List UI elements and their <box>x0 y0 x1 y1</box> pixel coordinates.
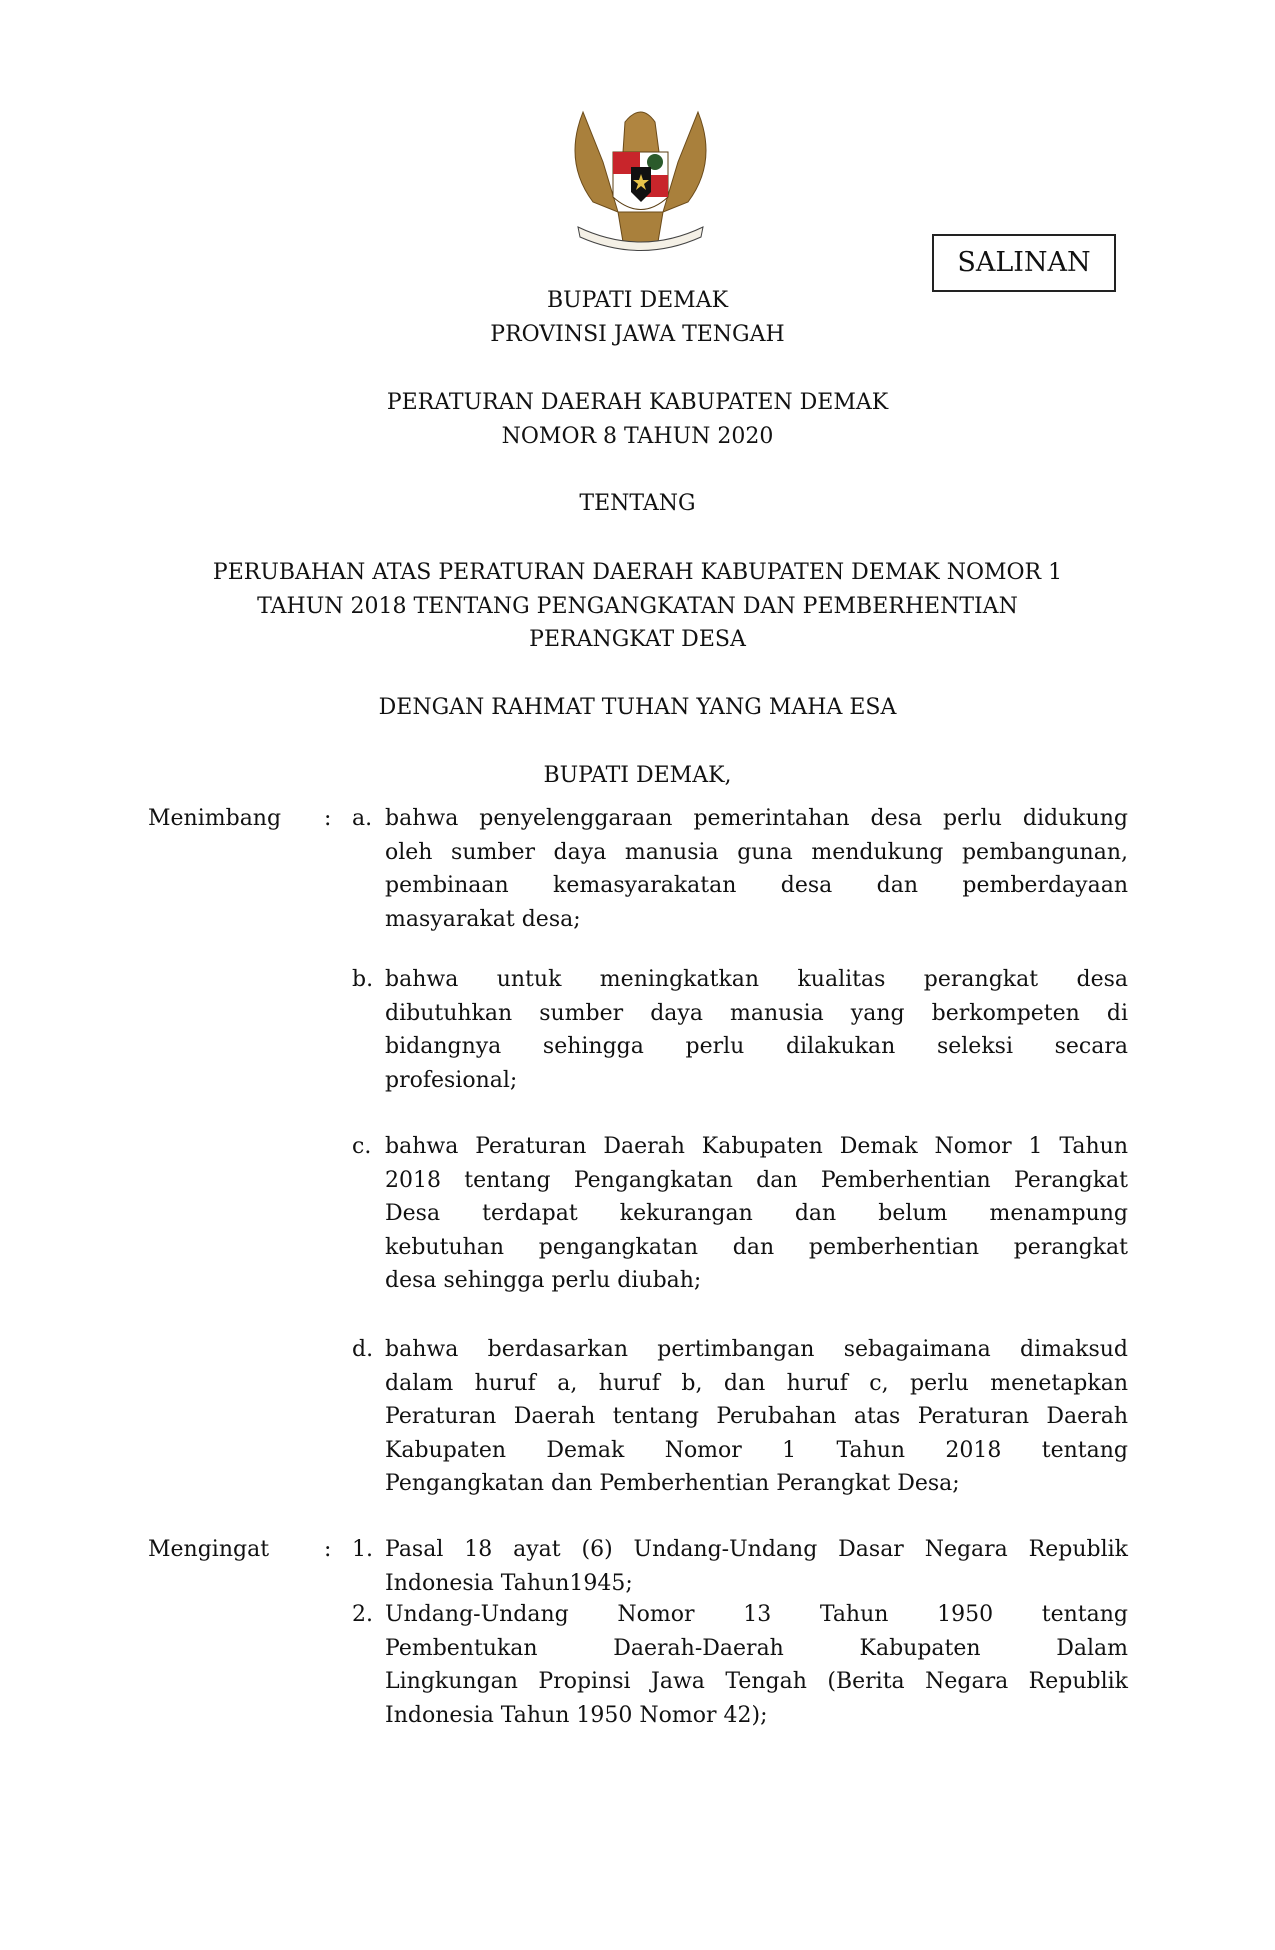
text-line: kebutuhan pengangkatan dan pemberhentian perangkat <box>385 1234 1128 1260</box>
text-line: Indonesia Tahun 1950 Nomor 42); <box>385 1702 768 1728</box>
text-line: Kabupaten Demak Nomor 1 Tahun 2018 tentang <box>385 1437 1128 1463</box>
text-line: Peraturan Daerah tentang Perubahan atas Peraturan Daerah <box>385 1404 1128 1430</box>
item-marker: a. <box>352 806 373 831</box>
header-line: PROVINSI JAWA TENGAH <box>490 321 785 347</box>
text-line: bahwa Peraturan Daerah Kabupaten Demak Nomor 1 Tahun <box>385 1134 1128 1159</box>
text-line: desa sehingga perlu diubah; <box>385 1268 702 1294</box>
menimbang-label: Menimbang <box>148 806 282 831</box>
text-line: masyarakat desa; <box>385 906 581 932</box>
text-line: Desa terdapat kekurangan dan belum menampung <box>385 1201 1128 1227</box>
text-line: pembinaan kemasyarakatan desa dan pemberdayaan <box>385 873 1128 899</box>
regulation-number: NOMOR 8 TAHUN 2020 <box>501 423 774 449</box>
salinan-stamp: SALINAN <box>932 234 1116 292</box>
item-text <box>385 1533 1128 1600</box>
header-line: BUPATI DEMAK <box>546 288 729 313</box>
subject-line: PERUBAHAN ATAS PERATURAN DAERAH KABUPATEN DEMAK NOMOR 1 <box>212 560 1063 585</box>
text-line: oleh sumber daya manusia guna mendukung pembangunan, <box>385 839 1128 865</box>
text-line: bahwa untuk meningkatkan kualitas perangkat desa <box>385 967 1128 992</box>
item-marker: b. <box>352 967 374 992</box>
subject-line: PERANGKAT DESA <box>529 627 746 653</box>
item-marker: 2. <box>352 1602 373 1627</box>
mengingat-colon: : <box>324 1537 332 1562</box>
subject-line: TAHUN 2018 TENTANG PENGANGKATAN DAN PEMBERHENTIAN <box>257 593 1018 619</box>
text-line: 2018 tentang Pengangkatan dan Pemberhentian Perangkat <box>385 1167 1128 1193</box>
text-line: bahwa penyelenggaraan pemerintahan desa perlu didukung <box>385 806 1128 831</box>
header-block <box>0 284 1275 351</box>
text-line: Pasal 18 ayat (6) Undang-Undang Dasar Negara Republik <box>385 1537 1128 1562</box>
text-line: Undang-Undang Nomor 13 Tahun 1950 tentang <box>385 1602 1128 1627</box>
item-text <box>385 1598 1128 1732</box>
item-marker: 1. <box>352 1537 373 1562</box>
issuer-line: BUPATI DEMAK, <box>543 763 732 788</box>
text-line: profesional; <box>385 1067 518 1093</box>
regulation-line: PERATURAN DAERAH KABUPATEN DEMAK <box>386 390 889 415</box>
about-heading: TENTANG <box>579 491 696 516</box>
item-marker: c. <box>352 1134 372 1159</box>
text-line: Lingkungan Propinsi Jawa Tengah (Berita Negara Republik <box>385 1669 1128 1695</box>
item-text <box>385 963 1128 1097</box>
garuda-pancasila-emblem <box>563 92 718 258</box>
subject-title <box>0 556 1275 657</box>
item-text <box>385 802 1128 936</box>
item-text <box>385 1130 1128 1298</box>
text-line: bahwa berdasarkan pertimbangan sebagaimana dimaksud <box>385 1337 1128 1362</box>
item-marker: d. <box>352 1337 374 1362</box>
text-line: dibutuhkan sumber daya manusia yang berkompeten di <box>385 1000 1128 1026</box>
item-text <box>385 1333 1128 1501</box>
text-line: Indonesia Tahun1945; <box>385 1570 633 1596</box>
text-line: dalam huruf a, huruf b, dan huruf c, perlu menetapkan <box>385 1370 1128 1396</box>
text-line: Pengangkatan dan Pemberhentian Perangkat Desa; <box>385 1471 960 1497</box>
menimbang-colon: : <box>324 806 332 831</box>
text-line: bidangnya sehingga perlu dilakukan seleksi secara <box>385 1034 1128 1060</box>
text-line: Pembentukan Daerah-Daerah Kabupaten Dalam <box>385 1635 1128 1661</box>
regulation-title <box>0 386 1275 453</box>
blessing-line: DENGAN RAHMAT TUHAN YANG MAHA ESA <box>378 695 897 720</box>
mengingat-label: Mengingat <box>148 1537 270 1562</box>
